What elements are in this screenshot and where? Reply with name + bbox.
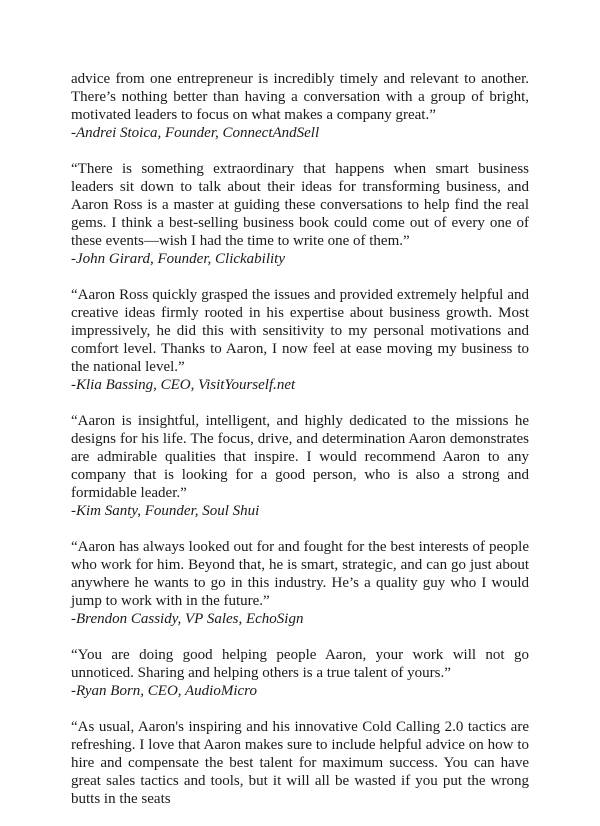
testimonial-andrei-stoica [71, 70, 529, 142]
document-page [71, 70, 529, 826]
testimonial-ryan-born [71, 646, 529, 700]
testimonial-attribution: -Kim Santy, Founder, Soul Shui [71, 503, 260, 519]
testimonial-cold-calling [71, 718, 529, 808]
testimonial-klia-bassing [71, 286, 529, 394]
testimonial-attribution: -John Girard, Founder, Clickability [71, 251, 285, 267]
testimonial-john-girard [71, 160, 529, 268]
testimonial-kim-santy [71, 412, 529, 520]
testimonial-attribution: -Ryan Born, CEO, AudioMicro [71, 683, 257, 699]
testimonial-quote: “You are doing good helping people Aaron, your work will not go unnoticed. Sharing and helping others is a true talent of yours.” [71, 647, 529, 681]
testimonial-attribution: -Klia Bassing, CEO, VisitYourself.net [71, 377, 296, 393]
testimonial-quote: “Aaron is insightful, intelligent, and highly dedicated to the missions he designs for his life. The focus, drive, and determination Aaron demonstrates are admirable qualities that inspire. I would recommend Aaron to any company that is looking for a good person, who is also a strong and formidable leader.” [71, 413, 529, 501]
testimonial-quote: “There is something extraordinary that happens when smart business leaders sit down to talk about their ideas for transforming business, and Aaron Ross is a master at guiding these conversations to help find the real gems. I think a best-selling business book could come out of every one of these events—wish I had the time to write one of them.” [71, 161, 529, 249]
testimonial-attribution: -Andrei Stoica, Founder, ConnectAndSell [71, 125, 320, 141]
testimonial-attribution: -Brendon Cassidy, VP Sales, EchoSign [71, 611, 304, 627]
testimonial-quote: “As usual, Aaron's inspiring and his innovative Cold Calling 2.0 tactics are refreshing. I love that Aaron makes sure to include helpful advice on how to hire and compensate the best talent for maximum success. You can have great sales tactics and tools, but it will all be wasted if you put the wrong butts in the seats [71, 719, 529, 807]
testimonial-quote: advice from one entrepreneur is incredibly timely and relevant to another. There’s nothing better than having a conversation with a group of bright, motivated leaders to focus on what makes a company great.” [71, 71, 529, 123]
testimonial-quote: “Aaron Ross quickly grasped the issues and provided extremely helpful and creative ideas firmly rooted in his expertise about business growth. Most impressively, he did this with sensitivity to my personal motivations and comfort level. Thanks to Aaron, I now feel at ease moving my business to the national level.” [71, 287, 529, 375]
testimonial-quote: “Aaron has always looked out for and fought for the best interests of people who work for him. Beyond that, he is smart, strategic, and can go just about anywhere he wants to go in this industry. He’s a quality guy who I would jump to work with in the future.” [71, 539, 529, 609]
testimonial-brendon-cassidy [71, 538, 529, 628]
